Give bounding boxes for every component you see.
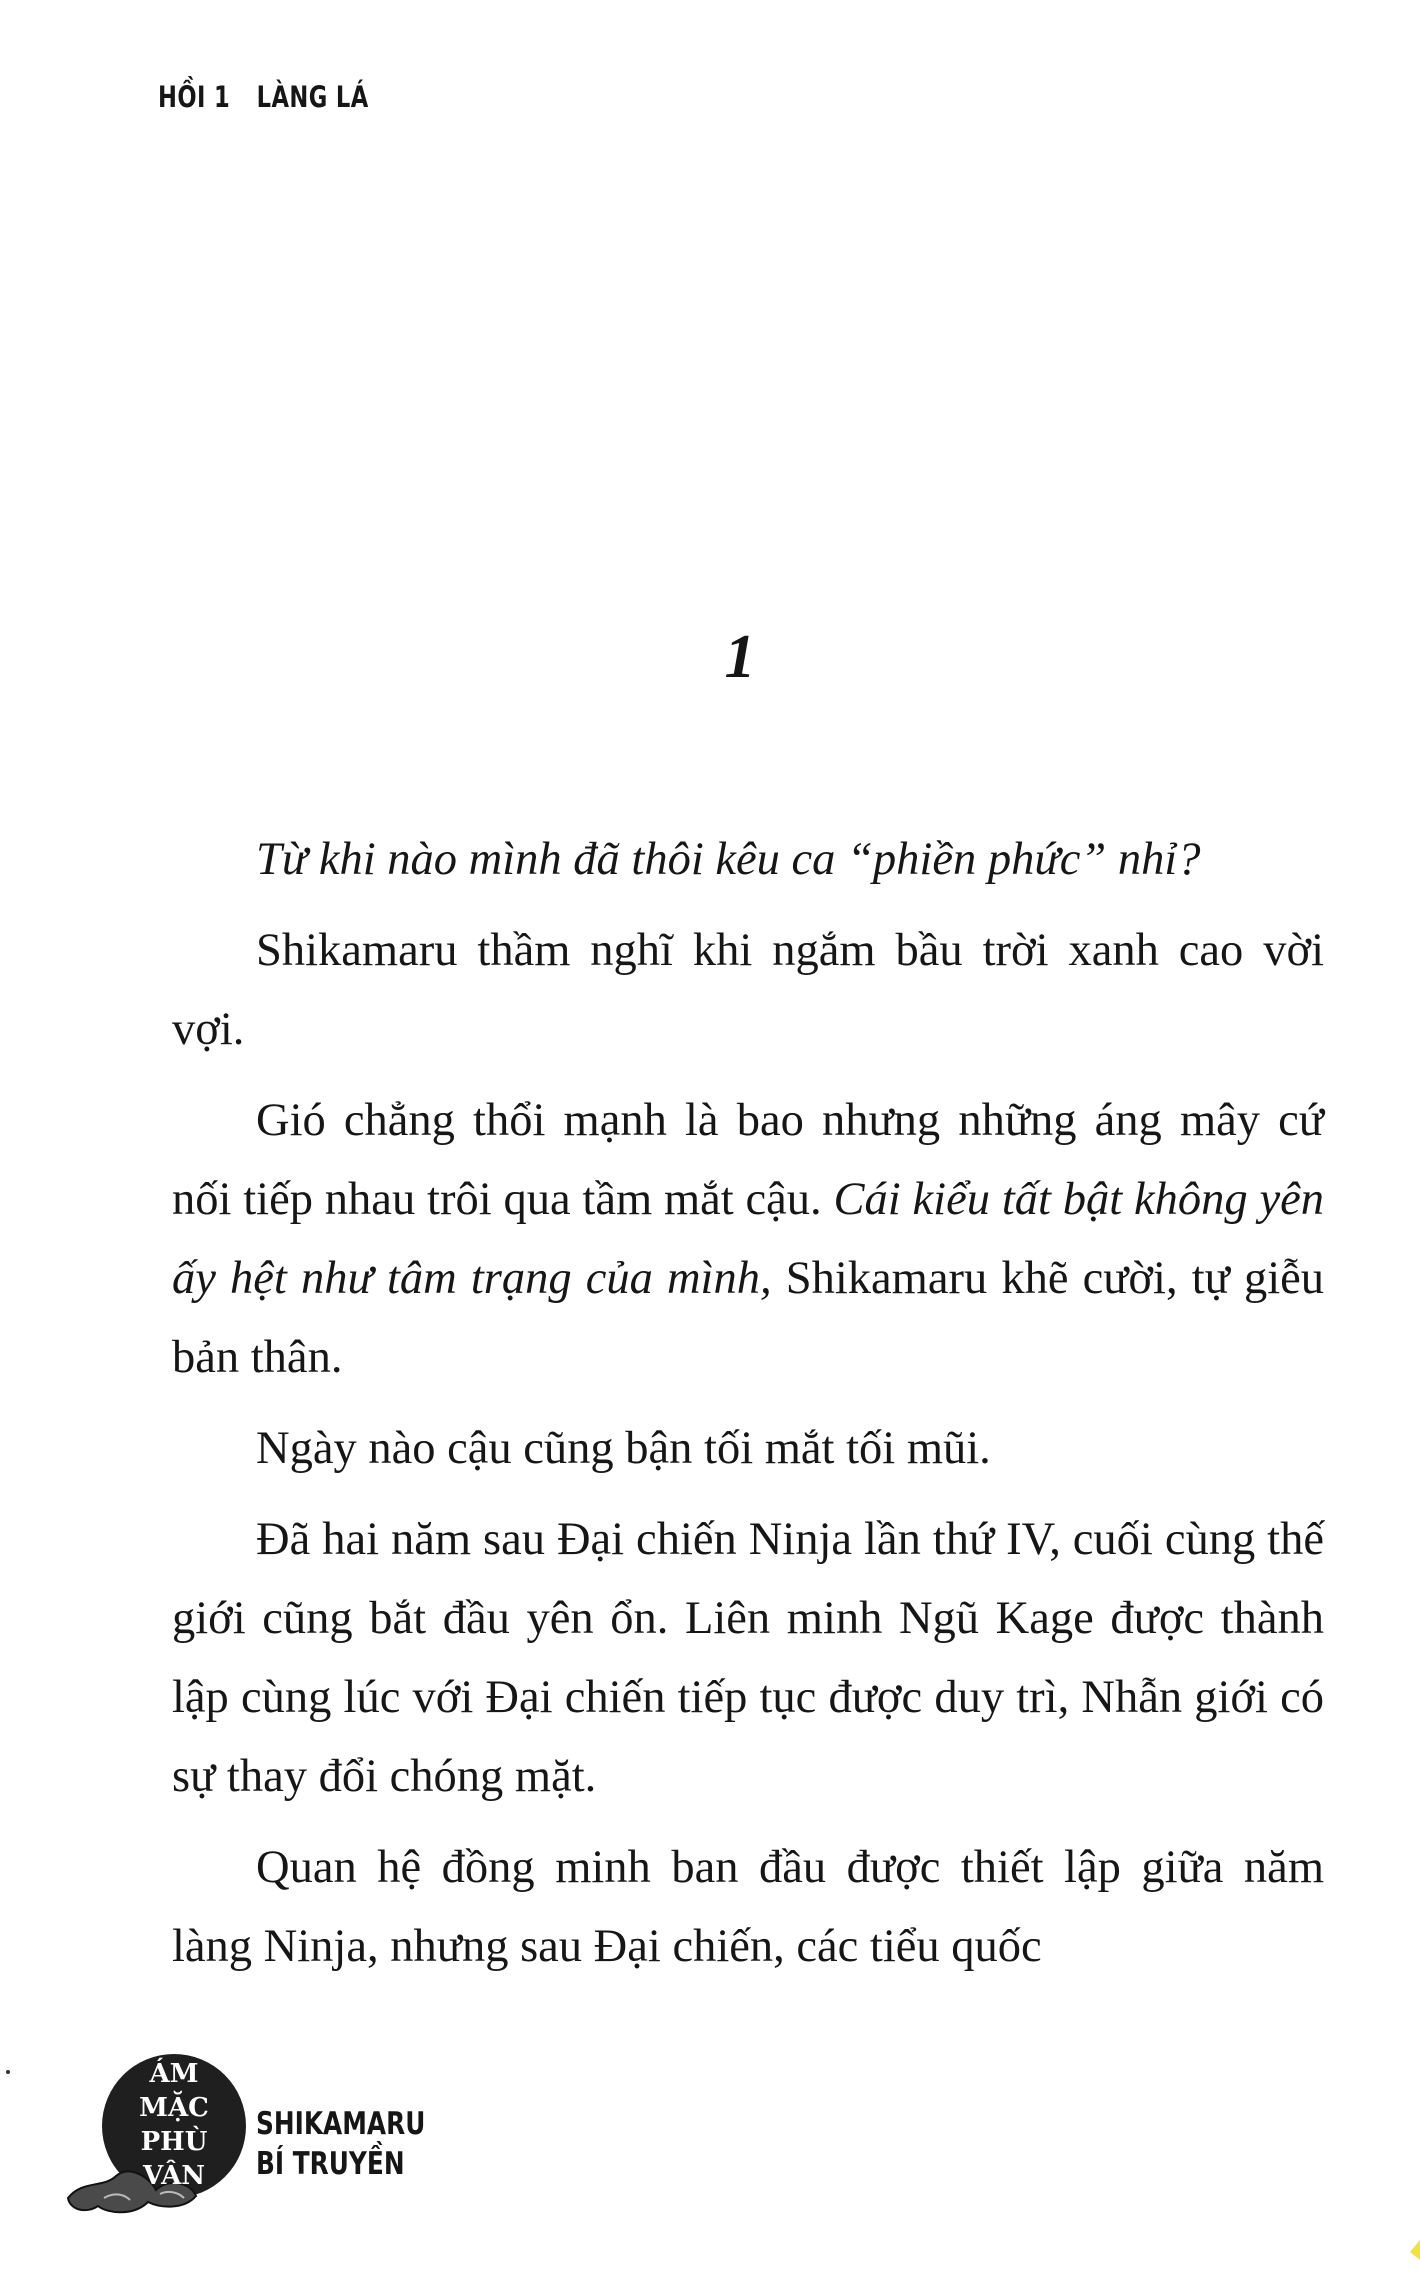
chapter-title: LÀNG LÁ [256, 80, 369, 114]
body-text [172, 820, 1324, 1986]
paragraph-3-text: Gió chẳng thổi mạnh là bao nhưng những áng mây cứ nối tiếp nhau trôi qua tầm mắt cậu. [172, 1095, 1324, 1225]
paragraph-4: Ngày nào cậu cũng bận tối mắt tối mũi. [256, 1423, 991, 1474]
paragraph-3 [172, 1081, 1324, 1397]
seal-line-1: ÁM [149, 2059, 199, 2089]
book-title-line-2: BÍ TRUYỀN [256, 2146, 405, 2182]
running-head [158, 80, 369, 114]
seal-line-2: MẶC [139, 2093, 209, 2123]
paragraph-2: Shikamaru thầm nghĩ khi ngắm bầu trời xanh cao vời vợi. [172, 925, 1324, 1055]
corner-tab-mark [1410, 2240, 1420, 2260]
chapter-label: HỒI 1 [158, 80, 231, 114]
publisher-seal-logo [64, 2048, 254, 2228]
paragraph-1: Từ khi nào mình đã thôi kêu ca “phiền phức” nhỉ? [256, 834, 1201, 885]
speck [6, 2070, 10, 2074]
paragraph-3-italic: Cái kiểu tất bật không yên ấy hệt như tâm trạng của mình, [172, 1174, 1325, 1304]
section-number: 1 [724, 623, 756, 691]
book-title [256, 2104, 425, 2184]
paragraph-6: Quan hệ đồng minh ban đầu được thiết lập giữa năm làng Ninja, nhưng sau Đại chiến, các tiểu quốc [172, 1842, 1324, 1972]
paragraph-5: Đã hai năm sau Đại chiến Ninja lần thứ IV, cuối cùng thế giới cũng bắt đầu yên ổn. Liên minh Ngũ Kage được thành lập cùng lúc với Đại chiến tiếp tục được duy trì, Nhẫn giới có sự thay đổi chóng mặt. [172, 1514, 1324, 1802]
seal-line-3: PHÙ [140, 2127, 208, 2157]
paragraph-3-text-after: Shikamaru khẽ cười, tự giễu bản thân. [172, 1253, 1324, 1383]
seal-line-4: VÂN [142, 2161, 206, 2191]
book-title-line-1: SHIKAMARU [256, 2106, 426, 2142]
